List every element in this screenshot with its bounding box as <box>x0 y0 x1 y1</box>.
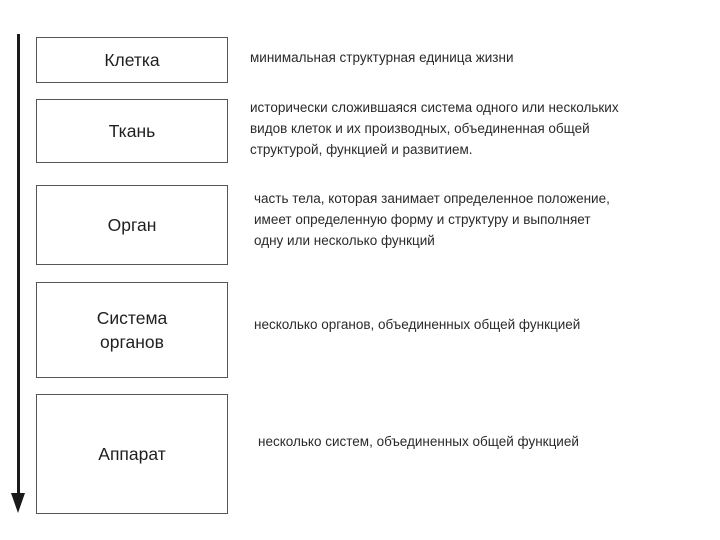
level-box-organ-system: Система органов <box>36 282 228 378</box>
definition-organ: часть тела, которая занимает определенное положение, имеет определенную форму и структуру и выполняет одну или несколько функций <box>254 191 610 248</box>
definition-organ-system: несколько органов, объединенных общей функцией <box>254 317 581 332</box>
definition-apparatus: несколько систем, объединенных общей функцией <box>258 434 579 449</box>
definition-cell: минимальная структурная единица жизни <box>250 50 514 65</box>
level-box-cell: Клетка <box>36 37 228 83</box>
definition-tissue: исторически сложившаяся система одного или нескольких видов клеток и их производных, объединенная общей структурой, функцией и развитием. <box>250 100 619 157</box>
arrow-down-icon <box>11 493 25 513</box>
level-box-tissue: Ткань <box>36 99 228 163</box>
level-box-organ: Орган <box>36 185 228 265</box>
level-box-apparatus: Аппарат <box>36 394 228 514</box>
hierarchy-arrow-line <box>17 34 20 496</box>
